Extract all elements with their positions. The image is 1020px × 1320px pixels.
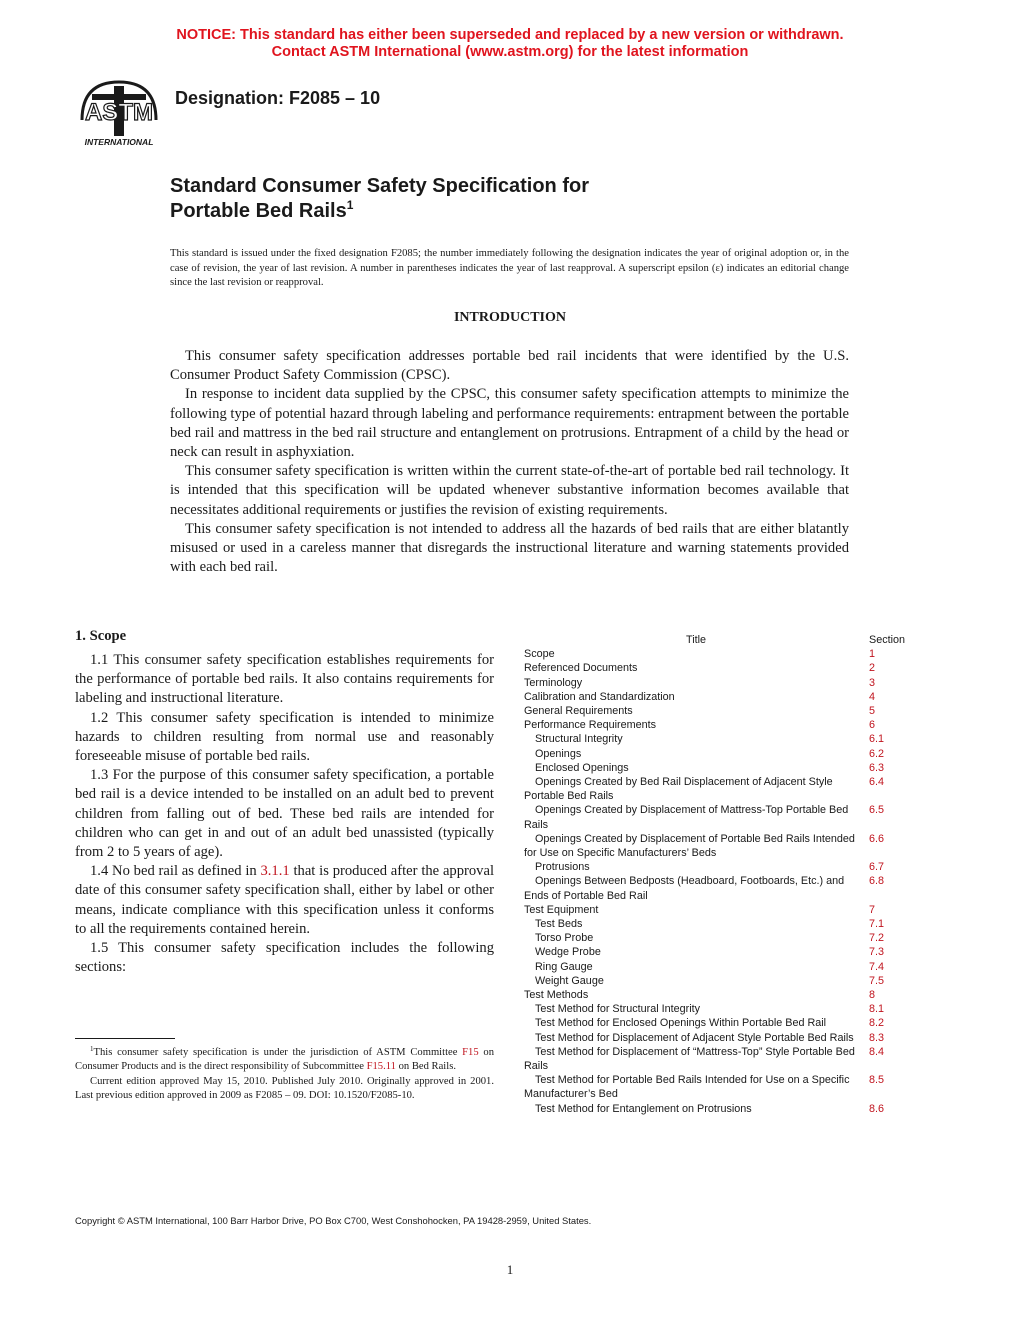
issuance-statement: This standard is issued under the fixed designation F2085; the number immediately following the designation indicates the year of original adoption or, in the case of revision, the year of last revision. A number in parentheses indicates the year of last reapproval. A superscript epsilon (ε) indicates an editorial change since the last revision or reapproval. xyxy=(170,248,849,288)
footnote-mark: 1 xyxy=(90,1045,94,1053)
section-link-3-1-1[interactable]: 3.1.1 xyxy=(260,863,290,880)
toc-row-title: Enclosed Openings xyxy=(535,761,629,774)
footnote-text-a: This consumer safety specification is under the jurisdiction of ASTM Committee xyxy=(93,1047,463,1058)
sections-table xyxy=(524,633,924,1116)
toc-row xyxy=(524,718,924,732)
toc-row-title: General Requirements xyxy=(524,705,633,717)
toc-section-link[interactable]: 4 xyxy=(869,690,876,703)
toc-section-link[interactable]: 8.2 xyxy=(869,1017,885,1030)
title-line-2: Portable Bed Rails xyxy=(170,200,347,222)
toc-row-title: Ring Gauge xyxy=(535,960,593,973)
toc-row xyxy=(524,803,924,831)
toc-row-title: Test Method for Structural Integrity xyxy=(535,1003,701,1016)
logo-subtext: INTERNATIONAL xyxy=(84,137,154,147)
toc-section-link[interactable]: 6.1 xyxy=(869,733,885,746)
toc-section-link[interactable]: 7.5 xyxy=(869,974,885,987)
introduction-heading: INTRODUCTION xyxy=(453,310,566,325)
toc-section-link[interactable]: 7.4 xyxy=(869,960,885,973)
toc-row xyxy=(524,647,924,661)
toc-row-title: Openings Created by Displacement of Portable Bed Rails Intended for Use on Specific Manufacturers’ Beds xyxy=(524,832,855,860)
subcommittee-link-f15-11[interactable]: F15.11 xyxy=(366,1061,396,1073)
toc-row xyxy=(524,690,924,704)
toc-section-link[interactable]: 5 xyxy=(869,705,876,717)
toc-row xyxy=(524,732,924,746)
toc-section-link[interactable]: 6.8 xyxy=(869,875,885,888)
toc-row xyxy=(524,1002,924,1016)
toc-row-title: Referenced Documents xyxy=(524,662,638,675)
toc-section-link[interactable]: 8.4 xyxy=(869,1045,885,1058)
toc-section-link[interactable]: 1 xyxy=(869,648,876,661)
toc-row-title: Test Method for Enclosed Openings Within Portable Bed Rail xyxy=(535,1017,827,1030)
footnote-text-c: on Bed Rails. xyxy=(395,1061,456,1073)
toc-row-title: Test Equipment xyxy=(524,903,599,916)
scope-heading: 1. Scope xyxy=(75,628,127,644)
logo-text: ASTM xyxy=(85,99,153,126)
toc-row xyxy=(524,661,924,675)
title-line-1: Standard Consumer Safety Specification for xyxy=(170,175,589,197)
toc-section-link[interactable]: 8.6 xyxy=(869,1102,885,1115)
toc-row-title: Structural Integrity xyxy=(535,733,623,746)
scope-1-1: 1.1 This consumer safety specification establishes requirements for the performance of portable bed rails. It also contains requirements for labeling and instructional literature. xyxy=(75,652,494,707)
toc-row-title: Weight Gauge xyxy=(535,974,604,987)
toc-section-link[interactable]: 8 xyxy=(869,989,876,1002)
toc-row xyxy=(524,761,924,775)
toc-row xyxy=(524,917,924,931)
toc-section-link[interactable]: 7 xyxy=(869,903,876,916)
toc-row-title: Terminology xyxy=(524,676,583,689)
toc-row-title: Scope xyxy=(524,648,555,661)
intro-paragraph-4: This consumer safety specification is not intended to address all the hazards of bed rails that are either blatantly misused or used in a careless manner that disregards the instructional literature and warning statements provided with each bed rail. xyxy=(170,520,849,576)
toc-row-title: Test Method for Displacement of Adjacent Style Portable Bed Rails xyxy=(535,1031,854,1044)
toc-header xyxy=(524,633,924,647)
toc-row-title: Test Methods xyxy=(524,989,589,1002)
toc-row xyxy=(524,1102,924,1116)
toc-row-title: Openings xyxy=(535,747,582,760)
toc-section-link[interactable]: 6.5 xyxy=(869,804,885,817)
committee-link-f15[interactable]: F15 xyxy=(462,1047,479,1058)
toc-row-title: Calibration and Standardization xyxy=(524,690,675,703)
scope-1-2: 1.2 This consumer safety specification is intended to minimize hazards to children resulting from normal use and reasonably foreseeable misuse of portable bed rails. xyxy=(75,709,494,765)
toc-row xyxy=(524,1016,924,1030)
toc-row-title: Torso Probe xyxy=(535,932,594,945)
toc-section-link[interactable]: 6.4 xyxy=(869,776,885,789)
toc-section-link[interactable]: 3 xyxy=(869,676,876,689)
designation: Designation: F2085 – 10 xyxy=(175,88,381,108)
toc-row-title: Openings Created by Displacement of Mattress-Top Portable Bed Rails xyxy=(524,804,849,831)
toc-row-title: Test Method for Displacement of “Mattress-Top” Style Portable Bed Rails xyxy=(524,1045,855,1073)
toc-section-link[interactable]: 7.3 xyxy=(869,946,885,959)
scope-1-4 xyxy=(75,862,494,939)
toc-row-title: Wedge Probe xyxy=(535,946,601,959)
toc-section-link[interactable]: 8.3 xyxy=(869,1031,885,1044)
scope-1-3: 1.3 For the purpose of this consumer safety specification, a portable bed rail is a device intended to be installed on an adult bed to prevent children from falling out of bed. These bed rails are intended for children who can get in and out of an adult bed unassisted (typically from 2 to 5 years of age). xyxy=(75,767,494,861)
toc-row xyxy=(524,1045,924,1073)
toc-row xyxy=(524,775,924,803)
scope-1-4-text-a: 1.4 No bed rail as defined in xyxy=(90,863,261,880)
footnote xyxy=(75,1046,494,1104)
toc-row xyxy=(524,903,924,917)
page-number: 1 xyxy=(506,1262,514,1277)
intro-paragraph-1: This consumer safety specification addresses portable bed rail incidents that were identified by the U.S. Consumer Product Safety Commission (CPSC). xyxy=(170,348,849,384)
toc-row xyxy=(524,931,924,945)
toc-section-link[interactable]: 7.2 xyxy=(869,932,885,945)
toc-row-title: Openings Created by Bed Rail Displacement of Adjacent Style Portable Bed Rails xyxy=(524,776,833,803)
toc-section-link[interactable]: 8.1 xyxy=(869,1003,885,1016)
toc-col-title: Title xyxy=(686,634,706,646)
toc-row xyxy=(524,676,924,690)
toc-row xyxy=(524,874,924,902)
toc-section-link[interactable]: 6.7 xyxy=(869,861,885,874)
toc-row-title: Test Beds xyxy=(535,918,583,931)
toc-section-link[interactable]: 6 xyxy=(869,719,876,732)
toc-row xyxy=(524,988,924,1002)
toc-row xyxy=(524,832,924,860)
toc-row xyxy=(524,1073,924,1101)
toc-section-link[interactable]: 6.6 xyxy=(869,832,885,845)
footnote-jurisdiction xyxy=(75,1046,494,1075)
footnote-divider xyxy=(75,1038,175,1039)
toc-row xyxy=(524,860,924,874)
toc-section-link[interactable]: 6.2 xyxy=(869,747,885,760)
withdrawal-notice-line-2: Contact ASTM International (www.astm.org) for the latest information xyxy=(271,44,749,60)
toc-section-link[interactable]: 2 xyxy=(869,662,876,675)
toc-section-link[interactable]: 7.1 xyxy=(869,918,885,931)
intro-paragraph-2: In response to incident data supplied by the CPSC, this consumer safety specification attempts to minimize the following type of potential hazard through labeling and performance requirements: entrapment between the portable bed rail and mattress in the bed rail structure and entanglement on protrusions. Entrapment of a child by the head or neck can result in asphyxiation. xyxy=(170,386,849,461)
standard-title xyxy=(170,174,589,224)
title-footnote-mark: 1 xyxy=(346,198,354,212)
toc-row-title: Protrusions xyxy=(535,861,590,874)
footnote-edition: Current edition approved May 15, 2010. Published July 2010. Originally approved in 2001. Last previous edition approved in 2009 as F2085 – 09. DOI: 10.1520/F2085-10. xyxy=(75,1075,494,1102)
scope-1-5: 1.5 This consumer safety specification includes the following sections: xyxy=(75,940,494,976)
toc-row-title: Test Method for Entanglement on Protrusions xyxy=(535,1102,752,1115)
toc-row-title: Performance Requirements xyxy=(524,719,657,732)
scope-body xyxy=(75,651,494,977)
introduction-body xyxy=(170,347,849,577)
toc-row-title: Openings Between Bedposts (Headboard, Footboards, Etc.) and Ends of Portable Bed Rail xyxy=(524,875,845,902)
toc-row xyxy=(524,974,924,988)
toc-section-link[interactable]: 6.3 xyxy=(869,761,885,774)
toc-row xyxy=(524,747,924,761)
toc-row xyxy=(524,704,924,718)
withdrawal-notice-line-1: NOTICE: This standard has either been superseded and replaced by a new version or withdrawn. xyxy=(176,27,844,43)
toc-row-title: Test Method for Portable Bed Rails Intended for Use on a Specific Manufacturer’s Bed xyxy=(524,1074,850,1101)
toc-row xyxy=(524,1031,924,1045)
scope-1-4-text-b: that is produced after the approval date of this consumer safety specification shall, either by label or other means, indicate compliance with this specification unless it conforms to all the requirements contained herein. xyxy=(75,863,495,937)
footnote-text-b: on Consumer Products and is the direct responsibility of Subcommittee xyxy=(75,1047,494,1073)
toc-row xyxy=(524,945,924,959)
copyright: Copyright © ASTM International, 100 Barr Harbor Drive, PO Box C700, West Conshohocken, PA 19428-2959, United States. xyxy=(75,1215,592,1226)
intro-paragraph-3: This consumer safety specification is written within the current state-of-the-art of portable bed rail technology. It is intended that this specification will be updated whenever substantive information becomes available that necessitates additional requirements or justifies the revision of existing requirements. xyxy=(170,463,849,518)
toc-col-section: Section xyxy=(869,634,906,646)
toc-row xyxy=(524,960,924,974)
toc-section-link[interactable]: 8.5 xyxy=(869,1074,885,1087)
toc-rows xyxy=(524,647,924,1116)
astm-logo xyxy=(78,76,160,148)
